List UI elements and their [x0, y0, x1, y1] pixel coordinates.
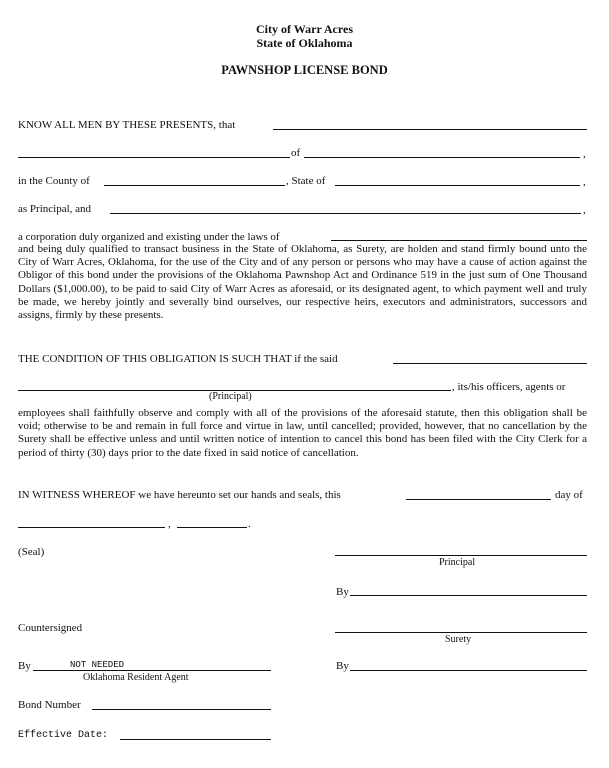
- principal-by-text: By: [336, 586, 349, 598]
- effective-date-text: Effective Date:: [18, 730, 109, 741]
- corporation-text: a corporation duly organized and existing under the laws of: [18, 231, 280, 243]
- seal-text: (Seal): [18, 546, 45, 558]
- state-of-incorporation-line[interactable]: [331, 240, 587, 241]
- condition-lead: THE CONDITION OF THIS OBLIGATION IS SUCH THAT if the said: [18, 353, 338, 365]
- comma-1: ,: [583, 148, 586, 160]
- principal-and-text: as Principal, and: [18, 203, 92, 215]
- agent-caption: Oklahoma Resident Agent: [83, 672, 189, 683]
- day-line[interactable]: [406, 499, 551, 500]
- surety-name-line[interactable]: [110, 213, 581, 214]
- bond-number-line[interactable]: [92, 709, 271, 710]
- agent-by-text: By: [18, 660, 31, 672]
- officers-text: , its/his officers, agents or: [452, 381, 566, 393]
- comma-3: ,: [583, 204, 586, 216]
- know-all-text: KNOW ALL MEN BY THESE PRESENTS, that: [18, 119, 236, 131]
- county-text: in the County of: [18, 175, 90, 187]
- principal-caption: (Principal): [209, 391, 252, 402]
- city-heading: City of Warr Acres: [256, 22, 353, 36]
- document-title: PAWNSHOP LICENSE BOND: [221, 63, 388, 77]
- surety-signature-line[interactable]: [335, 632, 587, 633]
- agent-signature-line[interactable]: [33, 670, 271, 671]
- principal-name-line[interactable]: [273, 129, 587, 130]
- principal-caption-signature: Principal: [439, 557, 476, 568]
- month-line[interactable]: [18, 527, 165, 528]
- witness-comma: ,: [168, 518, 171, 530]
- day-of-text: day of: [555, 489, 583, 501]
- surety-by-line[interactable]: [350, 670, 587, 671]
- principal-name-cont-line[interactable]: [18, 157, 290, 158]
- condition-principal-line[interactable]: [393, 363, 587, 364]
- year-line[interactable]: [177, 527, 247, 528]
- bond-number-text: Bond Number: [18, 699, 81, 711]
- witness-period: .: [248, 518, 251, 530]
- surety-by-text: By: [336, 660, 349, 672]
- agent-value: NOT NEEDED: [70, 660, 125, 670]
- surety-caption: Surety: [445, 634, 472, 645]
- condition-paragraph: employees shall faithfully observe and comply with all of the provisions of the aforesaid statute, then this obligation shall be void; otherwise to be and remain in full force and virtue in law, until cancelled; provided, however, that no cancellation by the Surety shall be effective unless and until written notice of intention to cancel this bond has been filed with the City Clerk for a period of thirty (30) days prior to the date fixed in said notice of cancellation.: [18, 407, 587, 459]
- surety-paragraph: and being duly qualified to transact business in the State of Oklahoma, as Surety, are holden and stand firmly bound unto the City of Warr Acres, Oklahoma, for the use of the City and of any person or persons who may have a cause of action against the Obligor of this bond under the provisions of the Oklahoma Pawnshop Act and Ordinance 519 in the just sum of One Thousand Dollars ($1,000.00), to be paid to said City of Warr Acres as aforesaid, or its designated agent, to which payment well and truly be made, we hereby jointly and severally bind ourselves, our respective heirs, executors and administrators, successors and assigns, firmly by these presents.: [18, 243, 587, 322]
- county-line[interactable]: [104, 185, 285, 186]
- state-line[interactable]: [335, 185, 580, 186]
- countersigned-text: Countersigned: [18, 622, 83, 634]
- state-of-text: , State of: [286, 175, 326, 187]
- comma-2: ,: [583, 176, 586, 188]
- principal-by-line[interactable]: [350, 595, 587, 596]
- principal-address-line[interactable]: [304, 157, 580, 158]
- witness-text: IN WITNESS WHEREOF we have hereunto set our hands and seals, this: [18, 489, 341, 501]
- principal-signature-line[interactable]: [335, 555, 587, 556]
- state-heading: State of Oklahoma: [256, 36, 353, 50]
- effective-date-line[interactable]: [120, 739, 271, 740]
- of-text: of: [291, 147, 301, 159]
